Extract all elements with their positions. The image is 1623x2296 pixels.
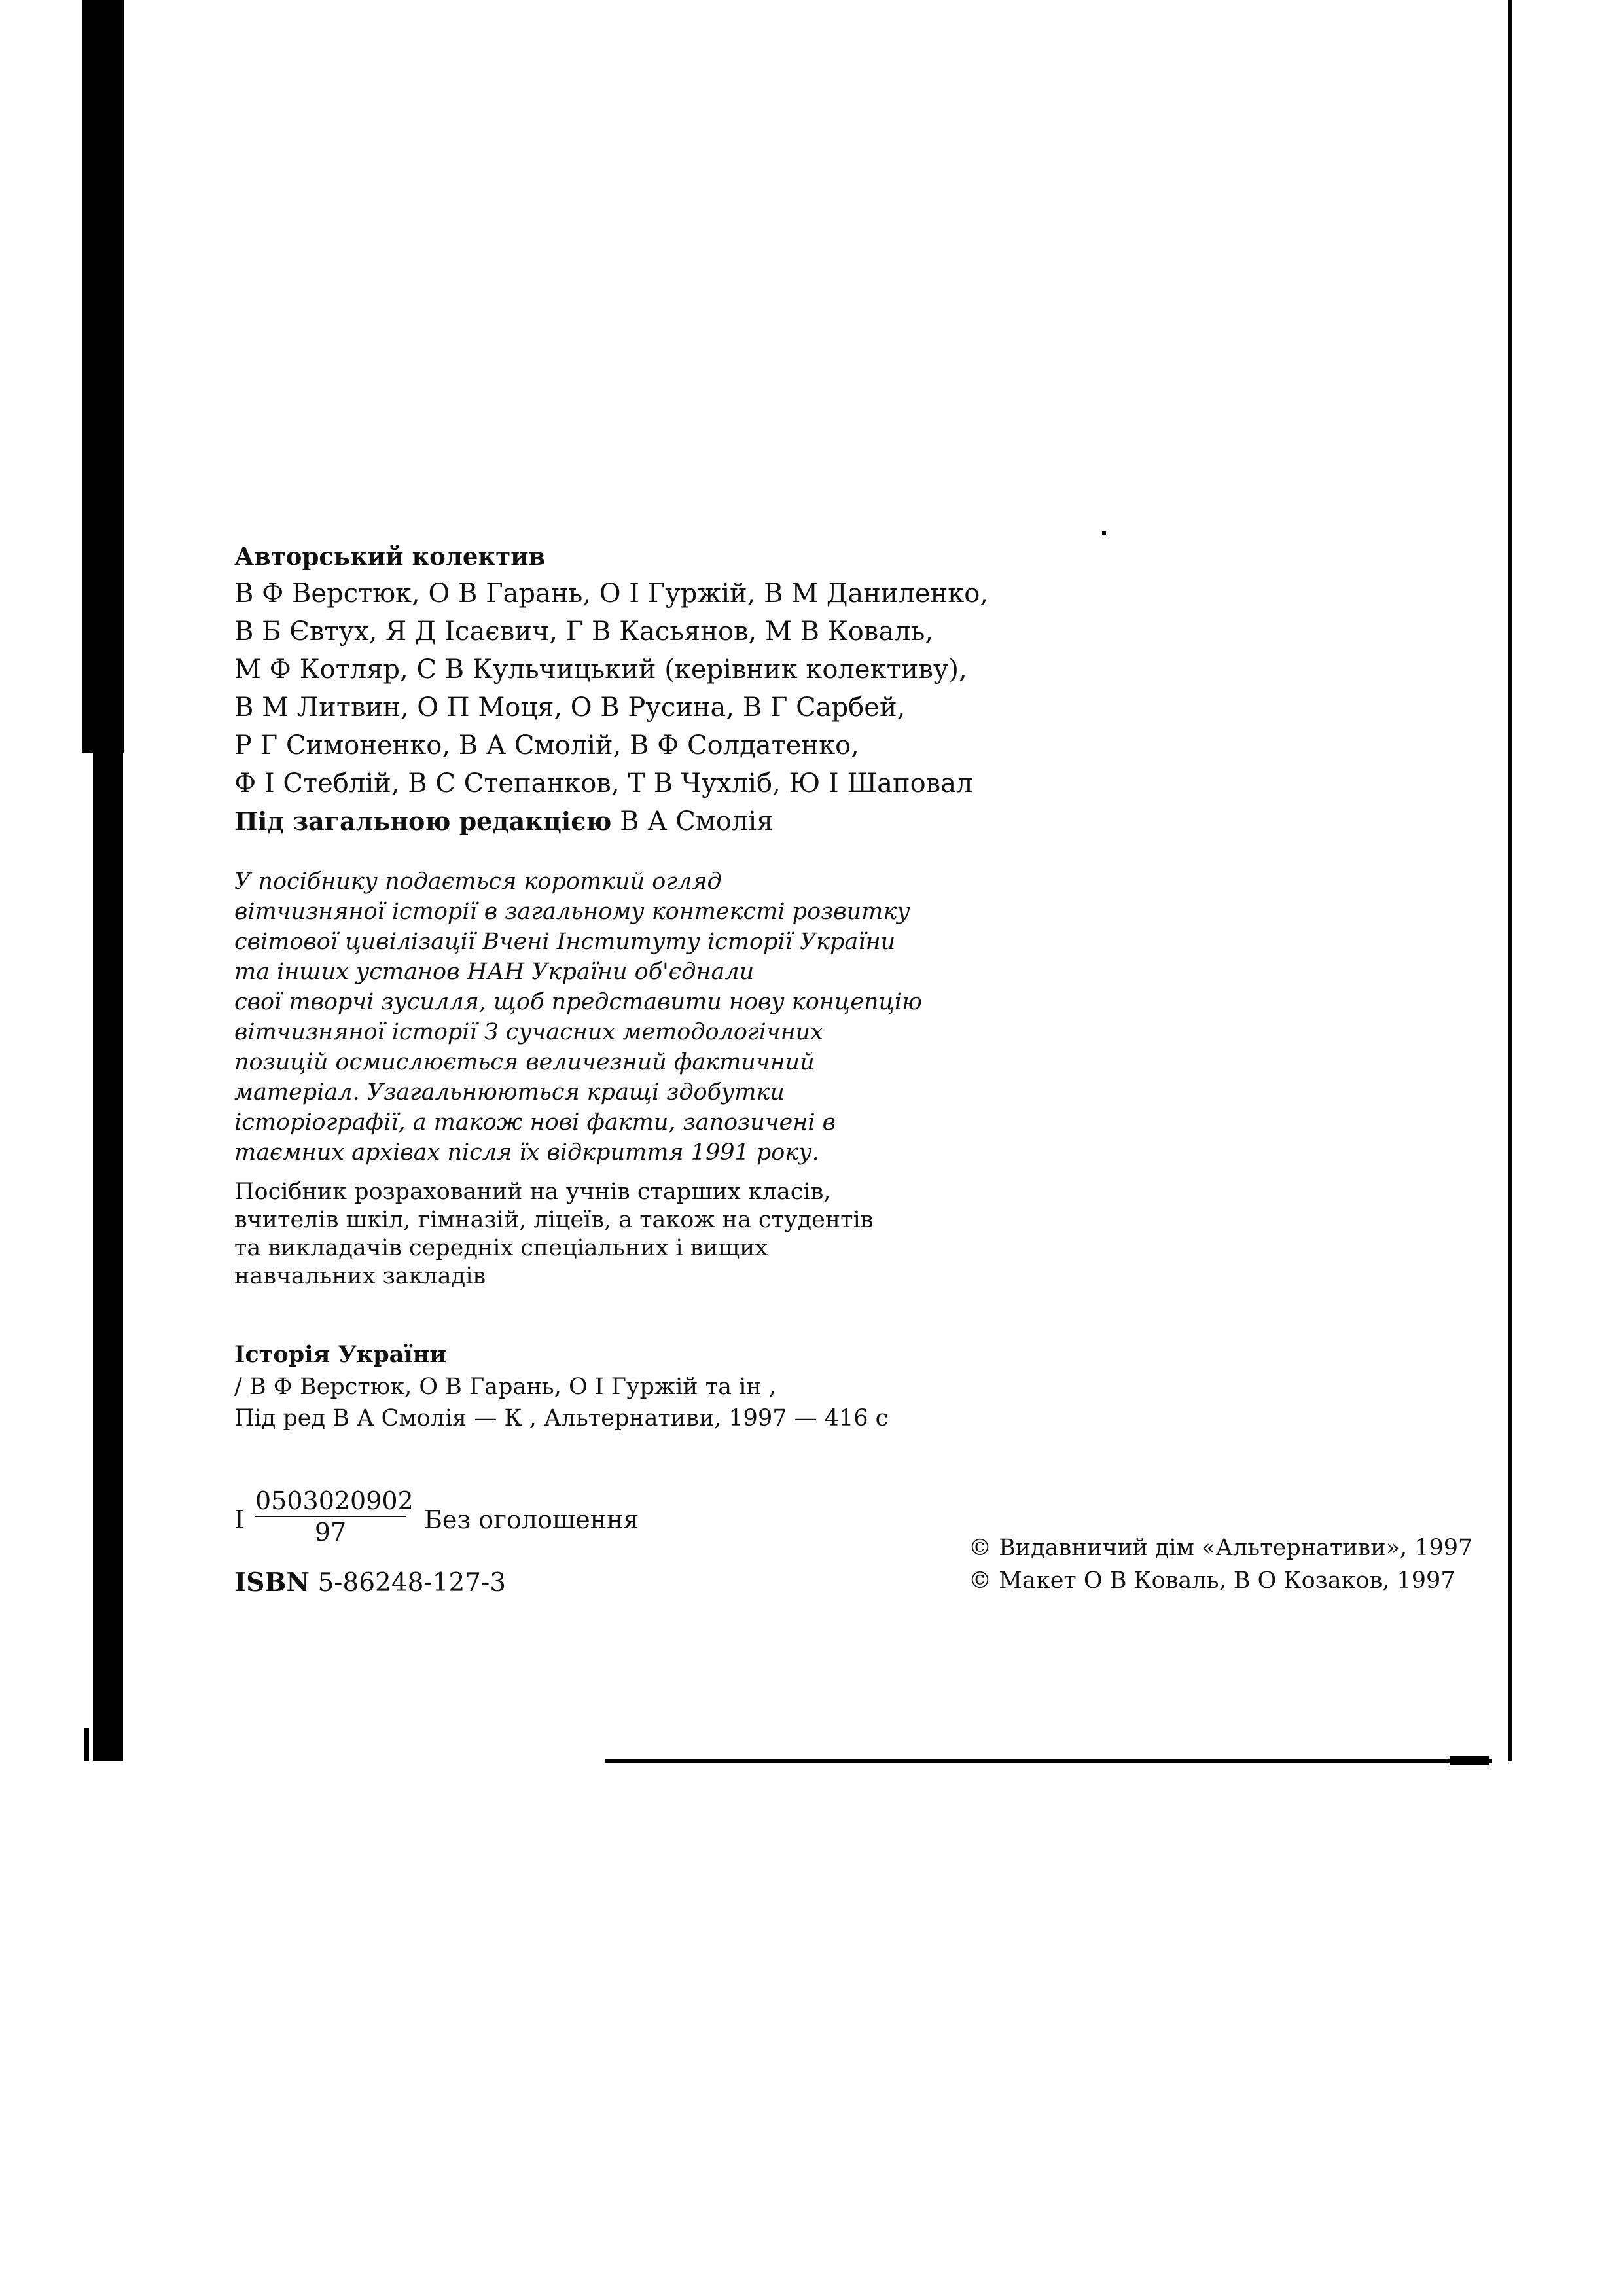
editor-line <box>234 802 988 840</box>
isbn <box>234 1568 506 1598</box>
abstract-line: та інших установ НАН України об'єднали <box>234 959 755 985</box>
editor-name: В А Смолія <box>620 806 774 836</box>
bibliographic-record <box>234 1338 888 1434</box>
audience-line: та викладачів середніх спеціальних і вищих <box>234 1235 768 1261</box>
abstract-line: таємних архівах після їх відкриття 1991 року. <box>234 1139 819 1166</box>
abstract <box>234 867 922 1168</box>
authors-line: В М Литвин, О П Моця, О В Русина, В Г Сарбей, <box>234 692 906 723</box>
authors-title: Авторський колектив <box>234 542 546 571</box>
abstract-line: У посібнику подається короткий огляд <box>234 869 722 895</box>
bottom-edge-line <box>605 1759 1492 1763</box>
index-numerator: 0503020902 <box>255 1486 406 1517</box>
abstract-line: світової цивілізації Вчені Інституту історії України <box>234 929 896 955</box>
authors-line: Ф І Стеблій, В С Степанков, Т В Чухліб, Ю І Шаповал <box>234 768 973 798</box>
audience-line: Посібник розрахований на учнів старших класів, <box>234 1179 831 1205</box>
left-binding-notch <box>84 1728 89 1761</box>
authors-list <box>234 575 988 802</box>
authors-line: В Ф Верстюк, О В Гарань, О І Гуржій, В М Даниленко, <box>234 579 989 609</box>
left-binding-shadow <box>82 0 124 753</box>
bib-authors: / В Ф Верстюк, О В Гарань, О І Гуржій та ін , <box>234 1374 776 1400</box>
index-note: Без оголошення <box>424 1505 639 1534</box>
left-binding-shadow-lower <box>93 753 123 1761</box>
audience <box>234 1178 873 1291</box>
authors-line: Р Г Симоненко, В А Смолій, В Ф Солдатенко, <box>234 730 859 761</box>
abstract-line: свої творчі зусилля, щоб представити нову концепцію <box>234 989 922 1015</box>
bottom-edge-mark <box>1450 1756 1489 1765</box>
authors-block <box>234 538 988 840</box>
speck <box>1102 531 1106 535</box>
isbn-label: ISBN <box>234 1568 310 1598</box>
isbn-number: 5-86248-127-3 <box>317 1568 507 1598</box>
abstract-line: історіографії, а також нові факти, запозичені в <box>234 1109 836 1136</box>
copyright-line: © Макет О В Коваль, В О Козаков, 1997 <box>969 1568 1455 1594</box>
copyright-line: © Видавничий дім «Альтернативи», 1997 <box>969 1535 1473 1561</box>
copyright <box>969 1532 1472 1597</box>
abstract-line: вітчизняної історії в загальному контексті розвитку <box>234 899 910 925</box>
abstract-line: матеріал. Узагальнюються кращі здобутки <box>234 1079 785 1105</box>
editor-label: Під загальною редакцією <box>234 806 612 836</box>
index-code <box>234 1486 653 1551</box>
bib-imprint: Під ред В А Смолія — К , Альтернативи, 1997 — 416 с <box>234 1405 889 1431</box>
book-title: Історія України <box>234 1341 447 1368</box>
right-edge-line <box>1508 0 1512 1761</box>
audience-line: вчителів шкіл, гімназій, ліцеїв, а також на студентів <box>234 1207 874 1233</box>
index-prefix: І <box>234 1505 245 1534</box>
abstract-line: позицій осмислюється величезний фактичний <box>234 1049 815 1075</box>
index-denominator: 97 <box>314 1518 347 1547</box>
authors-line: В Б Євтух, Я Д Ісаєвич, Г В Касьянов, М В Коваль, <box>234 617 934 647</box>
authors-line: М Ф Котляр, С В Кульчицький (керівник колективу), <box>234 655 967 685</box>
audience-line: навчальних закладів <box>234 1263 486 1289</box>
abstract-line: вітчизняної історії З сучасних методологічних <box>234 1019 823 1045</box>
